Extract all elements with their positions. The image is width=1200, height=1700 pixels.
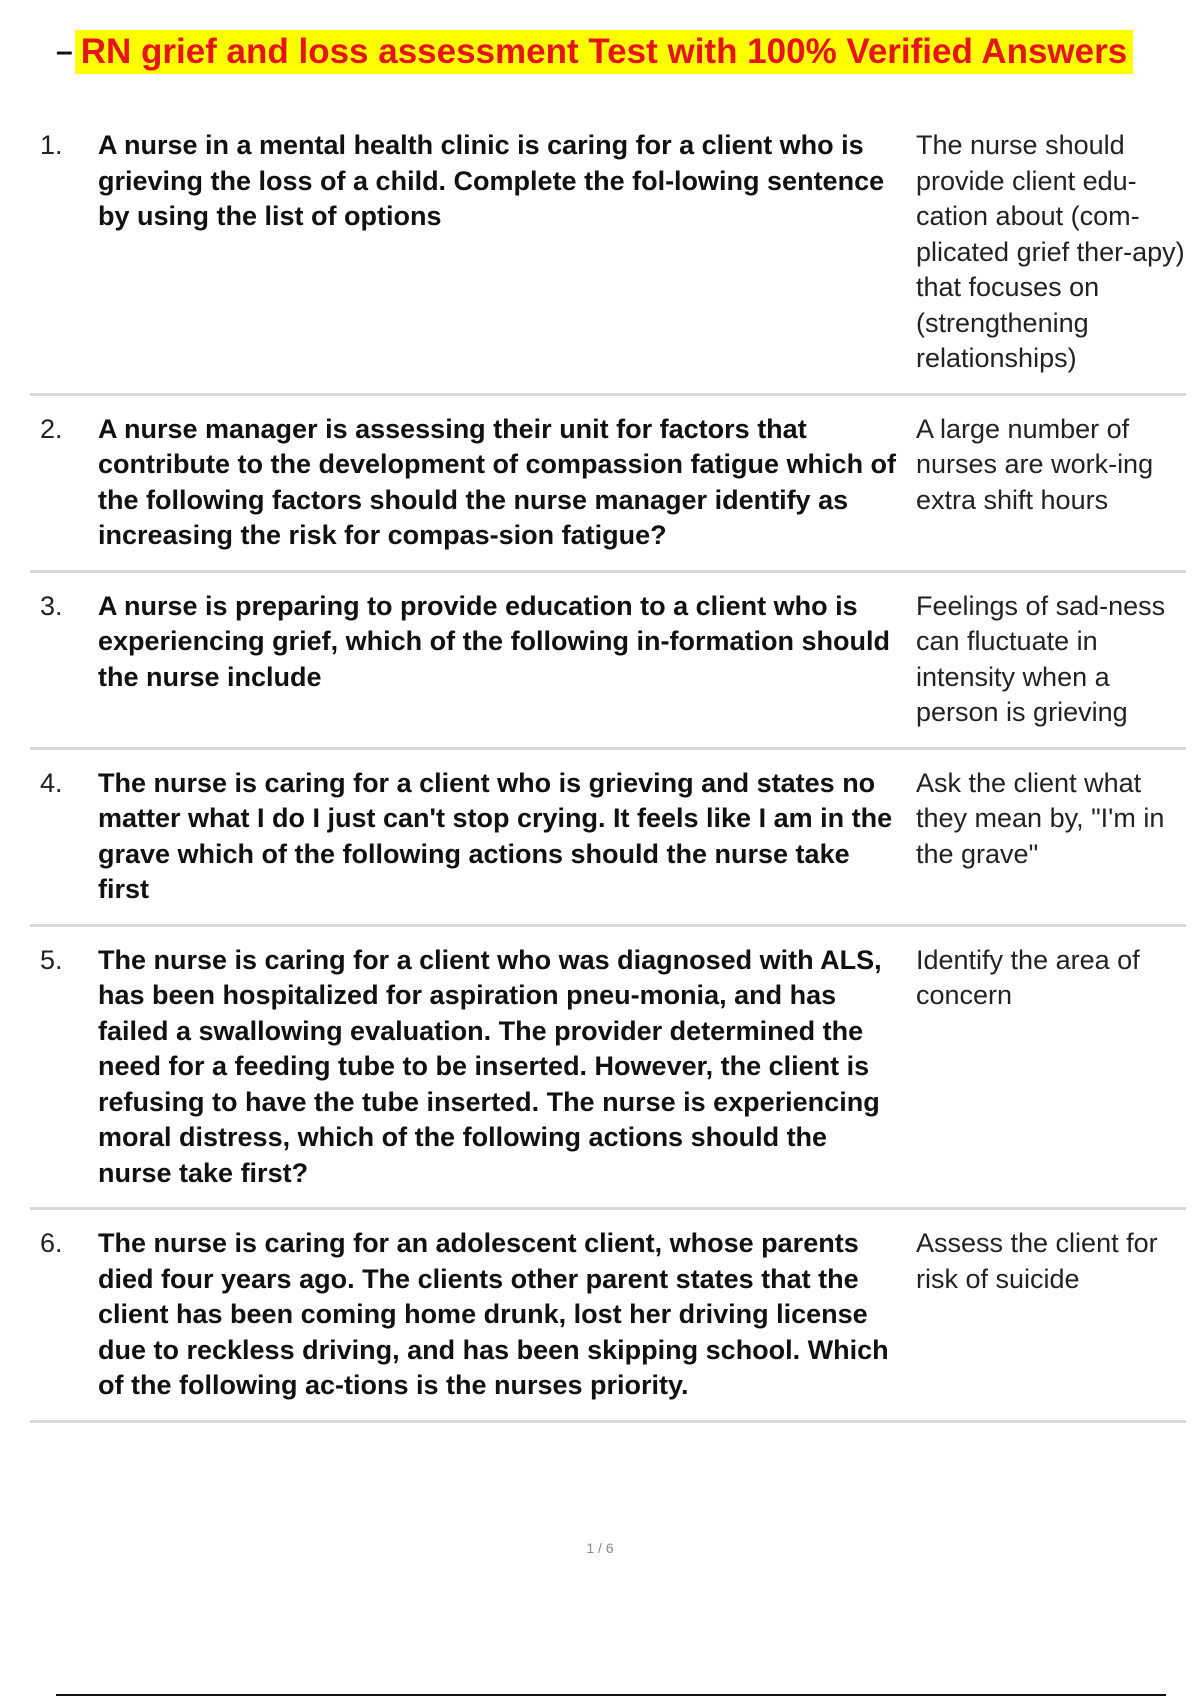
answer-text: Identify the area of concern bbox=[916, 944, 1140, 1010]
question-number: 4. bbox=[40, 767, 63, 798]
question-text: A nurse in a mental health clinic is caring for a client who is grieving the loss of a child. Complete the fol-lowing sentence by using the list of options bbox=[98, 130, 885, 231]
question-text: A nurse manager is assessing their unit for factors that contribute to the development of compassion fatigue which of the following factors should the nurse manager identify as increasing the risk for compas-sion fatigue? bbox=[98, 413, 897, 550]
question-text: The nurse is caring for an adolescent client, whose parents died four years ago. The clients other parent states that the client has been coming home drunk, lost her driving license due to reckless driving, and has been skipping school. Which of the following ac-tions is the nurses priority. bbox=[98, 1228, 889, 1400]
answer-text: Feelings of sad-ness can fluctuate in intensity when a person is grieving bbox=[916, 590, 1166, 727]
document-header bbox=[56, 30, 1133, 74]
answer-text: The nurse should provide client edu-cation about (com-plicated grief ther-apy) that focuses on (strengthening relationships) bbox=[916, 130, 1185, 373]
document-title: RN grief and loss assessment Test with 100% Verified Answers bbox=[75, 30, 1134, 74]
title-dash: – bbox=[56, 35, 73, 68]
question-number: 1. bbox=[40, 130, 63, 160]
answer-text: Assess the client for risk of suicide bbox=[916, 1228, 1158, 1294]
qa-row-2 bbox=[30, 408, 1186, 573]
answer-text: A large number of nurses are work-ing extra shift hours bbox=[916, 413, 1154, 515]
question-text: The nurse is caring for a client who was diagnosed with ALS, has been hospitalized for aspiration pneu-monia, and has failed a swallowing evaluation. The provider determined the need for a feeding tube to be inserted. However, the client is refusing to have the tube inserted. The nurse is experiencing moral distress, which of the following actions should the nurse take first? bbox=[98, 944, 882, 1188]
qa-row-3 bbox=[30, 585, 1186, 750]
question-number: 5. bbox=[40, 944, 63, 975]
question-number: 2. bbox=[40, 413, 63, 444]
answer-text: Ask the client what they mean by, "I'm in the grave" bbox=[916, 767, 1165, 869]
qa-row-4 bbox=[30, 762, 1186, 927]
page-bottom-divider bbox=[56, 1694, 1166, 1696]
question-number: 6. bbox=[40, 1228, 63, 1258]
question-answer-list bbox=[30, 124, 1186, 1435]
question-text: The nurse is caring for a client who is grieving and states no matter what I do I just can't stop crying. It feels like I am in the grave which of the following actions should the nurse take first bbox=[98, 767, 893, 904]
question-number: 3. bbox=[40, 590, 63, 621]
page-number: 1 / 6 bbox=[586, 1540, 614, 1556]
qa-row-6 bbox=[30, 1222, 1186, 1423]
qa-row-1 bbox=[30, 124, 1186, 396]
question-text: A nurse is preparing to provide education to a client who is experiencing grief, which of the following in-formation should the nurse include bbox=[98, 590, 891, 692]
qa-row-5 bbox=[30, 939, 1186, 1211]
